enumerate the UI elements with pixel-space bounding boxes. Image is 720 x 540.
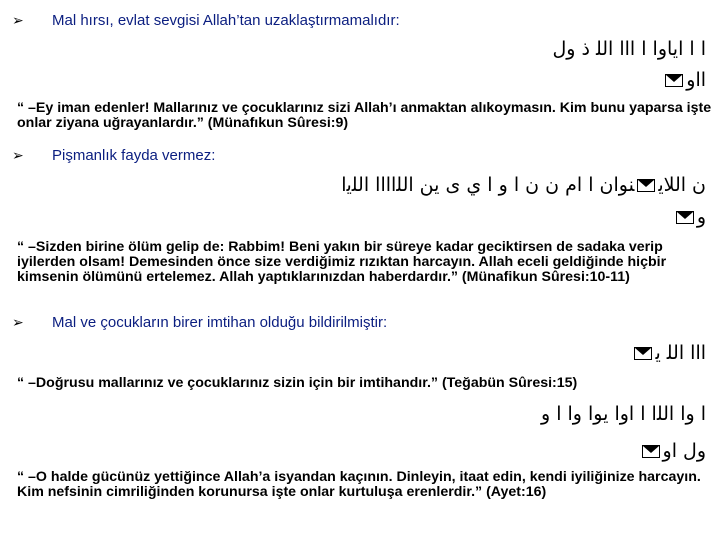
arabic-text: ﻭﻝ ﺍﻭ xyxy=(662,440,706,462)
envelope-icon xyxy=(642,445,660,458)
arabic-verse xyxy=(341,173,706,197)
arabic-verse: ﺍ ﻭﺍ ﺍﻟﻠﺍ ﺍ ﺍﻭﺍ ﻳﻮﺍ ﻭﺍ ﺍ ﻭ xyxy=(541,403,706,425)
translation-quote: “ –O halde gücünüz yettiğince Allah’a isyandan kaçının. Dinleyin, itaat edin, kendi iyiliğinize harcayın. Kim nefsinin cimriliğinden korunursa işte onlar kurtuluşa erenlerdir.” (Ayet:16) xyxy=(17,469,701,500)
arabic-text: ﻨﻮﺍﻥ ﺍ ﺍﻡ ﻥ ﻥ ﺍ ﻭ ﺍ ﻱ ﻯ ﻳﻦ ﺍﻟﻠﺍﺍﺍﺍ ﺍﻟﻠﻳﺍ xyxy=(341,174,635,196)
bullet-item xyxy=(12,147,215,164)
translation-quote: “ –Ey iman edenler! Mallarınız ve çocuklarınız sizi Allah’ı anmaktan alıkoymasın. Kim bunu yaparsa işte onlar ziyana uğrayanlardır.” (Münafıkun Sûresi:9) xyxy=(17,100,712,131)
envelope-icon xyxy=(637,179,655,192)
arabic-text: ﺍﺍﺍ ﺍﻟﻠ ﻳ xyxy=(655,342,706,364)
arabic-verse xyxy=(631,341,706,365)
arabic-verse xyxy=(639,439,706,463)
arabic-verse xyxy=(673,205,706,229)
arabic-text: ﺍﺍﻭ xyxy=(686,69,706,91)
arabic-text: ﻥ ﺍﻟﻠﺎﻳ xyxy=(658,174,706,196)
arabic-text: ﻭ xyxy=(696,206,706,228)
translation-quote: “ –Sizden birine ölüm gelip de: Rabbim! Beni yakın bir süreye kadar geciktirsen de sadaka verip iyilerden olsam! Demesinden önce size verdiğimiz rızıktan harcayın. Allah eceli geldiğinde hiçbir kimsenin ölümünü ertelemez. Allah yaptıklarınızdan haberdardır.” (Münafikun Sûresi:10-11) xyxy=(17,239,667,285)
bullet-text: Pişmanlık fayda vermez: xyxy=(52,147,216,164)
arabic-verse xyxy=(662,68,706,92)
arrow-bullet-icon: ➢ xyxy=(12,314,24,330)
arabic-verse: ﺍ ﺍ ﺍﻳﺎﻭﺍ ﺍ ﺍﺍﺍ ﺍﻟﻠ ﺫ ﻭﻝ xyxy=(552,38,706,60)
bullet-text: Mal hırsı, evlat sevgisi Allah’tan uzaklaştırmamalıdır: xyxy=(52,12,400,29)
bullet-item xyxy=(12,12,400,29)
envelope-icon xyxy=(676,211,694,224)
envelope-icon xyxy=(665,74,683,87)
envelope-icon xyxy=(634,347,652,360)
translation-quote: “ –Doğrusu mallarınız ve çocuklarınız sizin için bir imtihandır.” (Teğabün Sûresi:15) xyxy=(17,375,578,391)
arrow-bullet-icon: ➢ xyxy=(12,12,24,28)
bullet-text: Mal ve çocukların birer imtihan olduğu bildirilmiştir: xyxy=(52,314,388,331)
arrow-bullet-icon: ➢ xyxy=(12,147,24,163)
bullet-item xyxy=(12,314,387,331)
